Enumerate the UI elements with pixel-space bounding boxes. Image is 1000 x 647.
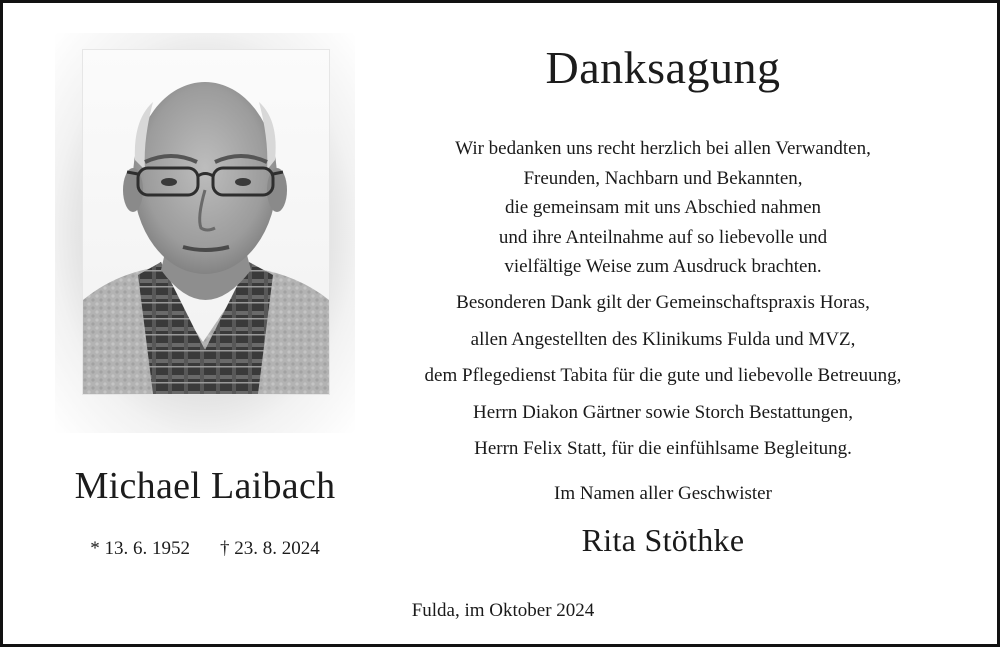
special-thanks-line: Besonderen Dank gilt der Gemeinschaftspraxis Horas,: [456, 292, 870, 313]
place-date: Fulda, im Oktober 2024: [411, 600, 595, 621]
thanks-line: die gemeinsam mit uns Abschied nahmen: [504, 197, 822, 218]
special-thanks-line: allen Angestellten des Klinikums Fulda und MVZ,: [470, 328, 856, 350]
special-thanks-line: Herrn Diakon Gärtner sowie Storch Bestattungen,: [473, 401, 853, 423]
thanks-line: Wir bedanken uns recht herzlich bei allen Verwandten,: [455, 138, 871, 159]
notice-title: Danksagung: [545, 42, 781, 93]
thanks-paragraph: [363, 134, 963, 282]
birth-date: * 13. 6. 1952: [90, 538, 190, 559]
thanks-line: Freunden, Nachbarn und Bekannten,: [523, 167, 803, 189]
thanks-line: und ihre Anteilnahme auf so liebevolle und: [498, 226, 828, 248]
life-dates: [3, 538, 407, 560]
portrait-icon: [83, 50, 329, 394]
deceased-name: Michael Laibach: [74, 465, 336, 507]
death-date: † 23. 8. 2024: [220, 538, 320, 559]
signer-name: Rita Stöthke: [581, 522, 745, 558]
special-thanks-line: dem Pflegedienst Tabita für die gute und liebevolle Betreuung,: [424, 365, 902, 386]
portrait-photo: [83, 50, 329, 394]
special-thanks-paragraph: [363, 285, 963, 468]
special-thanks-line: Herrn Felix Statt, für die einfühlsame Begleitung.: [474, 438, 852, 459]
thanks-line: vielfältige Weise zum Ausdruck brachten.: [504, 256, 822, 277]
behalf-text: Im Namen aller Geschwister: [554, 483, 772, 504]
